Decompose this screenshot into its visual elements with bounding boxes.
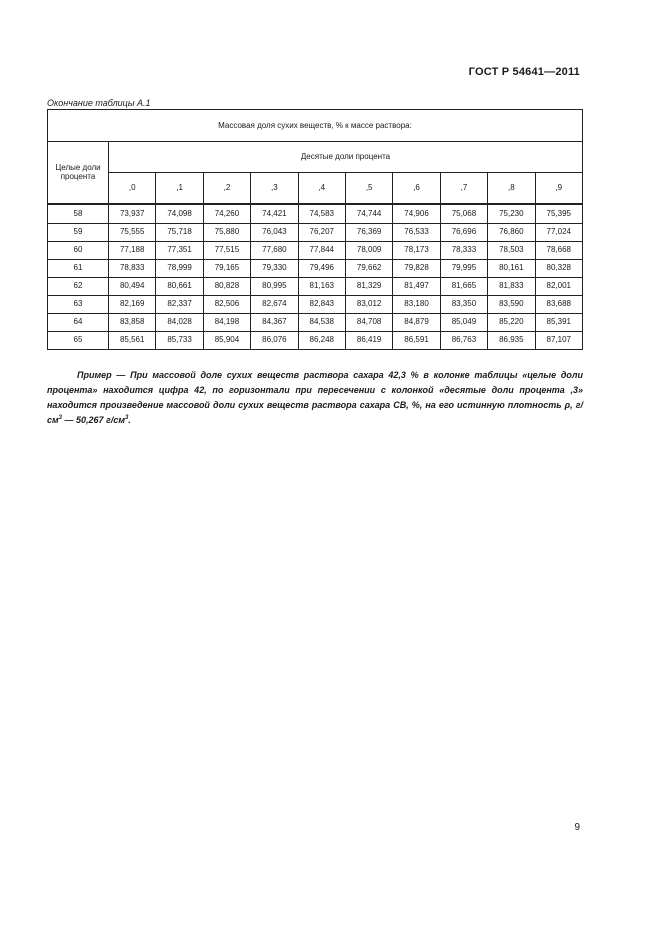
integer-cell: 62 xyxy=(48,277,109,295)
decimal-header-cell: ,8 xyxy=(488,173,535,204)
value-cell: 85,049 xyxy=(440,313,487,331)
density-table xyxy=(47,109,583,350)
value-cell: 74,260 xyxy=(203,204,250,224)
value-cell: 80,828 xyxy=(203,277,250,295)
value-cell: 76,696 xyxy=(440,223,487,241)
value-cell: 78,009 xyxy=(345,241,392,259)
value-cell: 83,350 xyxy=(440,295,487,313)
value-cell: 84,028 xyxy=(156,313,203,331)
value-cell: 82,843 xyxy=(298,295,345,313)
value-cell: 80,995 xyxy=(251,277,298,295)
value-cell: 83,180 xyxy=(393,295,440,313)
value-cell: 80,161 xyxy=(488,259,535,277)
value-cell: 77,680 xyxy=(251,241,298,259)
value-cell: 76,369 xyxy=(345,223,392,241)
value-cell: 77,188 xyxy=(109,241,156,259)
value-cell: 75,880 xyxy=(203,223,250,241)
value-cell: 79,330 xyxy=(251,259,298,277)
value-cell: 86,591 xyxy=(393,331,440,349)
decimal-header-cell: ,6 xyxy=(393,173,440,204)
value-cell: 79,496 xyxy=(298,259,345,277)
decimal-header-row xyxy=(48,173,583,204)
table-row xyxy=(48,241,583,259)
value-cell: 85,391 xyxy=(535,313,582,331)
value-cell: 77,844 xyxy=(298,241,345,259)
integer-cell: 63 xyxy=(48,295,109,313)
value-cell: 75,555 xyxy=(109,223,156,241)
decimal-header-cell: ,2 xyxy=(203,173,250,204)
value-cell: 75,395 xyxy=(535,204,582,224)
value-cell: 83,590 xyxy=(488,295,535,313)
decimal-header-cell: ,4 xyxy=(298,173,345,204)
value-cell: 85,904 xyxy=(203,331,250,349)
value-cell: 74,583 xyxy=(298,204,345,224)
value-cell: 82,506 xyxy=(203,295,250,313)
value-cell: 80,661 xyxy=(156,277,203,295)
value-cell: 79,828 xyxy=(393,259,440,277)
integer-column-header: Целые доли процента xyxy=(48,142,109,204)
value-cell: 74,098 xyxy=(156,204,203,224)
table-row xyxy=(48,331,583,349)
decimal-header-cell: ,0 xyxy=(109,173,156,204)
value-cell: 78,833 xyxy=(109,259,156,277)
integer-cell: 58 xyxy=(48,204,109,224)
value-cell: 84,879 xyxy=(393,313,440,331)
value-cell: 82,169 xyxy=(109,295,156,313)
value-cell: 79,662 xyxy=(345,259,392,277)
integer-cell: 61 xyxy=(48,259,109,277)
value-cell: 78,333 xyxy=(440,241,487,259)
value-cell: 82,001 xyxy=(535,277,582,295)
value-cell: 76,207 xyxy=(298,223,345,241)
value-cell: 75,230 xyxy=(488,204,535,224)
integer-cell: 64 xyxy=(48,313,109,331)
value-cell: 74,906 xyxy=(393,204,440,224)
value-cell: 75,068 xyxy=(440,204,487,224)
table-row xyxy=(48,204,583,224)
value-cell: 76,043 xyxy=(251,223,298,241)
decimal-header-cell: ,9 xyxy=(535,173,582,204)
value-cell: 85,733 xyxy=(156,331,203,349)
decimal-header-cell: ,3 xyxy=(251,173,298,204)
value-cell: 77,351 xyxy=(156,241,203,259)
value-cell: 77,024 xyxy=(535,223,582,241)
table-row xyxy=(48,223,583,241)
value-cell: 77,515 xyxy=(203,241,250,259)
value-cell: 74,421 xyxy=(251,204,298,224)
value-cell: 80,328 xyxy=(535,259,582,277)
value-cell: 81,833 xyxy=(488,277,535,295)
value-cell: 81,665 xyxy=(440,277,487,295)
table-row xyxy=(48,259,583,277)
value-cell: 82,674 xyxy=(251,295,298,313)
value-cell: 79,165 xyxy=(203,259,250,277)
document-id: ГОСТ Р 54641—2011 xyxy=(468,66,580,78)
note-superscript: 3 xyxy=(125,415,129,421)
value-cell: 84,367 xyxy=(251,313,298,331)
value-cell: 84,538 xyxy=(298,313,345,331)
value-cell: 86,248 xyxy=(298,331,345,349)
decimal-header-cell: ,1 xyxy=(156,173,203,204)
table-body xyxy=(48,204,583,350)
value-cell: 81,163 xyxy=(298,277,345,295)
group-header: Массовая доля сухих веществ, % к массе раствора: xyxy=(48,110,583,142)
example-note xyxy=(47,368,583,428)
value-cell: 87,107 xyxy=(535,331,582,349)
value-cell: 78,503 xyxy=(488,241,535,259)
value-cell: 73,937 xyxy=(109,204,156,224)
value-cell: 76,860 xyxy=(488,223,535,241)
value-cell: 83,858 xyxy=(109,313,156,331)
integer-cell: 59 xyxy=(48,223,109,241)
value-cell: 86,076 xyxy=(251,331,298,349)
table-row xyxy=(48,295,583,313)
note-end: . xyxy=(128,415,131,425)
value-cell: 86,763 xyxy=(440,331,487,349)
value-cell: 78,173 xyxy=(393,241,440,259)
integer-cell: 60 xyxy=(48,241,109,259)
value-cell: 85,561 xyxy=(109,331,156,349)
value-cell: 86,935 xyxy=(488,331,535,349)
integer-cell: 65 xyxy=(48,331,109,349)
note-text: Пример — При массовой доле сухих веществ раствора сахара 42,3 % в колонке таблицы «целые доли процента» находится цифра 42, по горизонтали при пересечении с колонкой «десятые доли процента ,3» находится произведение массовой доли сухих веществ раствора сахара СВ, %, на его истинную плотность ρ, г/см xyxy=(47,370,583,425)
table-row xyxy=(48,313,583,331)
decimal-group-header: Десятые доли процента xyxy=(109,142,583,173)
decimal-header-cell: ,5 xyxy=(345,173,392,204)
value-cell: 83,012 xyxy=(345,295,392,313)
table-caption: Окончание таблицы А.1 xyxy=(47,98,151,108)
value-cell: 86,419 xyxy=(345,331,392,349)
value-cell: 83,688 xyxy=(535,295,582,313)
value-cell: 80,494 xyxy=(109,277,156,295)
value-cell: 84,708 xyxy=(345,313,392,331)
decimal-header-cell: ,7 xyxy=(440,173,487,204)
note-value: — 50,267 г/см xyxy=(62,415,126,425)
value-cell: 75,718 xyxy=(156,223,203,241)
value-cell: 84,198 xyxy=(203,313,250,331)
value-cell: 78,999 xyxy=(156,259,203,277)
page-number: 9 xyxy=(574,822,580,833)
value-cell: 81,497 xyxy=(393,277,440,295)
value-cell: 79,995 xyxy=(440,259,487,277)
value-cell: 78,668 xyxy=(535,241,582,259)
value-cell: 76,533 xyxy=(393,223,440,241)
note-superscript: 3 xyxy=(58,415,63,421)
value-cell: 81,329 xyxy=(345,277,392,295)
value-cell: 74,744 xyxy=(345,204,392,224)
value-cell: 85,220 xyxy=(488,313,535,331)
value-cell: 82,337 xyxy=(156,295,203,313)
table-row xyxy=(48,277,583,295)
